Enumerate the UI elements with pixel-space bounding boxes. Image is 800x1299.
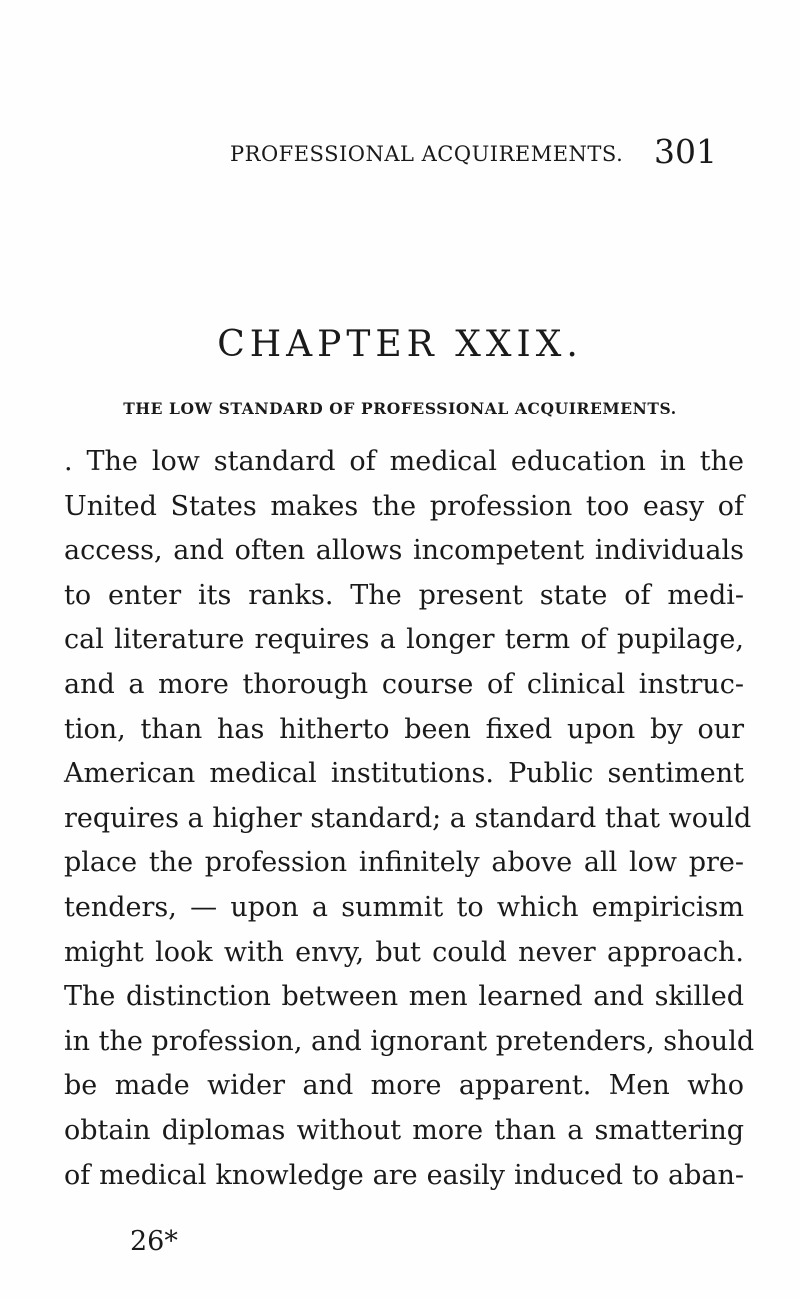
page-number: 301 (654, 132, 717, 171)
text-line: and a more thorough course of clinical instruc- (64, 668, 744, 700)
text-line: tion, than has hitherto been fixed upon by our (64, 713, 744, 745)
text-line: place the profession infinitely above all low pre- (64, 847, 744, 879)
text-line: be made wider and more apparent. Men who (64, 1070, 744, 1102)
text-line: obtain diplomas without more than a smattering (64, 1114, 744, 1146)
text-line: tenders, — upon a summit to which empiricism (64, 891, 744, 923)
text-line: requires a higher standard; a standard that would (64, 802, 752, 834)
text-line: might look with envy, but could never approach. (64, 936, 744, 968)
chapter-subtitle: THE LOW STANDARD OF PROFESSIONAL ACQUIREMENTS. (123, 399, 677, 418)
body-text (64, 440, 755, 1198)
text-line: American medical institutions. Public sentiment (64, 758, 744, 790)
text-line: . The low standard of medical education in the (64, 446, 744, 477)
text-line: cal literature requires a longer term of pupilage, (64, 624, 744, 656)
running-head (0, 132, 800, 172)
text-line: United States makes the profession too easy of (64, 490, 744, 522)
text-line: in the profession, and ignorant pretenders, should (64, 1025, 755, 1057)
text-line: access, and often allows incompetent individuals (64, 535, 744, 567)
text-line: to enter its ranks. The present state of medi- (64, 579, 744, 611)
text-line: The distinction between men learned and skilled (64, 981, 744, 1013)
running-title: PROFESSIONAL ACQUIREMENTS. (230, 142, 624, 166)
signature-mark: 26* (130, 1226, 178, 1257)
text-line: of medical knowledge are easily induced to aban- (64, 1159, 744, 1191)
chapter-title: CHAPTER XXIX. (217, 324, 583, 365)
